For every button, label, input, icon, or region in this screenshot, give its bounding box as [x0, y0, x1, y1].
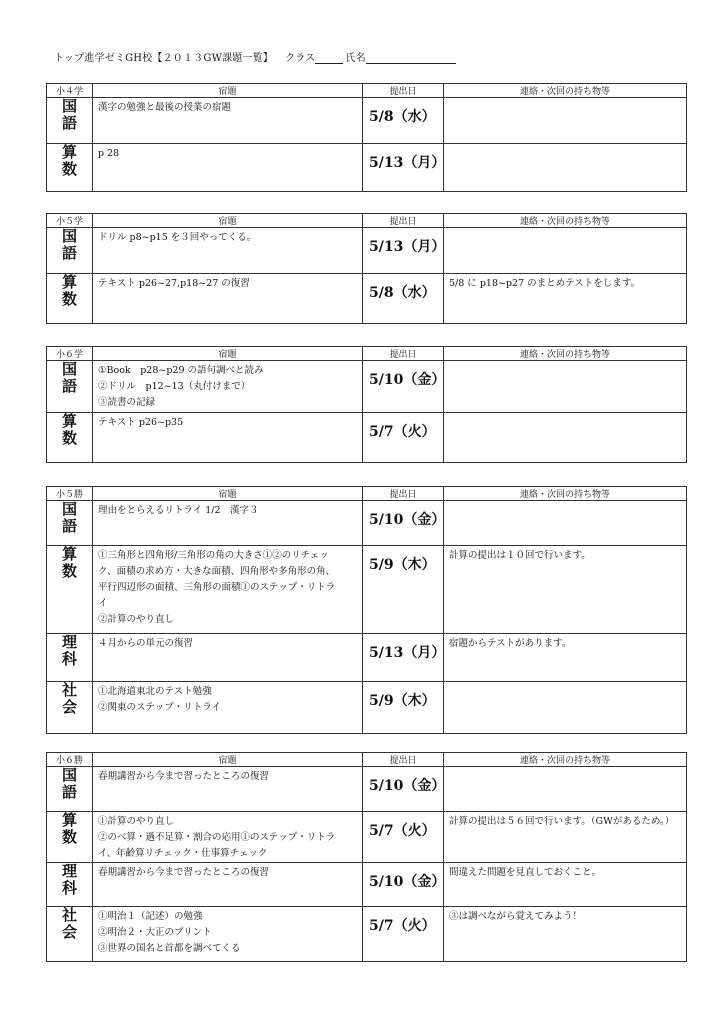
subject-cell: [47, 907, 93, 962]
section-table: [46, 752, 687, 962]
subject-char: 算: [61, 412, 77, 430]
name-blank: [366, 53, 456, 64]
homework-line: 平行四辺形の面積、三角形の面積①のステップ・リトラ: [98, 582, 336, 593]
due-column-header: 提出日: [363, 487, 444, 501]
homework-cell: [93, 144, 363, 192]
homework-cell: [93, 546, 363, 634]
subject-char: 理: [61, 633, 77, 651]
subject-char: 国: [61, 766, 77, 784]
note-cell: [444, 144, 687, 192]
homework-column-header: 宿題: [93, 487, 363, 501]
table-row: [47, 863, 687, 907]
due-date: 5/10（金）: [363, 361, 444, 413]
due-date: 5/7（火）: [363, 413, 444, 463]
due-date: 5/13（月）: [363, 634, 444, 682]
subject-cell: [47, 274, 93, 324]
note-cell: 計算の提出は１０回で行います。: [444, 546, 687, 634]
note-cell: ③は調べながら覚えてみよう！: [444, 907, 687, 962]
due-date: 5/8（水）: [363, 98, 444, 144]
homework-line: 春期講習から今まで習ったところの復習: [98, 867, 270, 878]
homework-column-header: 宿題: [93, 753, 363, 767]
subject-char: 算: [61, 273, 77, 291]
due-date: 5/13（月）: [363, 144, 444, 192]
header-row: [47, 487, 687, 501]
homework-cell: [93, 413, 363, 463]
table-row: [47, 228, 687, 274]
due-date: 5/10（金）: [363, 863, 444, 907]
homework-cell: [93, 98, 363, 144]
note-cell: [444, 501, 687, 546]
subject-char: 国: [61, 227, 77, 245]
subject-char: 科: [61, 879, 77, 897]
table-row: [47, 144, 687, 192]
notes-column-header: 連絡・次回の持ち物等: [444, 753, 687, 767]
note-cell: [444, 767, 687, 812]
homework-cell: [93, 767, 363, 812]
subject-cell: [47, 634, 93, 682]
subject-char: 社: [61, 681, 77, 699]
homework-line: ①計算のやり直し: [98, 816, 175, 827]
subject-cell: [47, 144, 93, 192]
due-date: 5/10（金）: [363, 501, 444, 546]
due-date: 5/13（月）: [363, 228, 444, 274]
due-date: 5/7（火）: [363, 812, 444, 863]
homework-column-header: 宿題: [93, 347, 363, 361]
homework-line: ③読書の記録: [98, 397, 156, 408]
subject-char: 国: [61, 500, 77, 518]
homework-line: ４月からの単元の復習: [98, 638, 194, 649]
note-cell: [444, 228, 687, 274]
subject-cell: [47, 501, 93, 546]
grade-label: 小４学: [47, 84, 93, 98]
note-cell: 5/8 に p18~p27 のまとめテストをします。: [444, 274, 687, 324]
note-cell: [444, 413, 687, 463]
homework-cell: [93, 501, 363, 546]
homework-column-header: 宿題: [93, 84, 363, 98]
homework-column-header: 宿題: [93, 214, 363, 228]
subject-char: 数: [61, 290, 77, 308]
homework-line: ②ドリル p12~13（丸付けまで）: [98, 381, 251, 392]
homework-line: ②明治２・大正のプリント: [98, 927, 212, 938]
homework-line: ク、面積の求め方・大きな面積、四角形や多角形の角、: [98, 566, 336, 577]
subject-cell: [47, 546, 93, 634]
subject-char: 数: [61, 562, 77, 580]
table-row: [47, 274, 687, 324]
table-row: [47, 501, 687, 546]
homework-cell: [93, 361, 363, 413]
subject-cell: [47, 361, 93, 413]
homework-cell: [93, 274, 363, 324]
subject-char: 国: [61, 360, 77, 378]
homework-cell: [93, 907, 363, 962]
notes-column-header: 連絡・次回の持ち物等: [444, 214, 687, 228]
subject-char: 算: [61, 545, 77, 563]
due-column-header: 提出日: [363, 214, 444, 228]
table-row: [47, 907, 687, 962]
subject-char: 数: [61, 429, 77, 447]
grade-label: 小６学: [47, 347, 93, 361]
note-cell: [444, 98, 687, 144]
homework-line: p 28: [98, 148, 120, 159]
subject-char: 科: [61, 650, 77, 668]
homework-cell: [93, 682, 363, 734]
subject-cell: [47, 98, 93, 144]
subject-cell: [47, 812, 93, 863]
homework-line: テキスト p26~p35: [98, 417, 184, 428]
homework-cell: [93, 228, 363, 274]
subject-cell: [47, 863, 93, 907]
subject-char: 数: [61, 828, 77, 846]
due-date: 5/9（木）: [363, 682, 444, 734]
subject-char: 国: [61, 97, 77, 115]
class-label: クラス: [285, 53, 316, 64]
notes-column-header: 連絡・次回の持ち物等: [444, 347, 687, 361]
table-row: [47, 98, 687, 144]
table-row: [47, 413, 687, 463]
table-row: [47, 767, 687, 812]
subject-char: 語: [61, 783, 77, 801]
homework-line: イ: [98, 598, 108, 609]
notes-column-header: 連絡・次回の持ち物等: [444, 84, 687, 98]
due-date: 5/10（金）: [363, 767, 444, 812]
due-date: 5/8（水）: [363, 274, 444, 324]
grade-label: 小５学: [47, 214, 93, 228]
homework-line: ①三角形と四角形/三角形の角の大きさ①②のリチェッ: [98, 550, 329, 561]
homework-line: ①北海道東北のテスト勉強: [98, 686, 212, 697]
header-row: [47, 84, 687, 98]
header-row: [47, 753, 687, 767]
subject-char: 理: [61, 862, 77, 880]
due-column-header: 提出日: [363, 84, 444, 98]
subject-char: 数: [61, 160, 77, 178]
homework-line: ①明治１（記述）の勉強: [98, 911, 203, 922]
section-table: [46, 486, 687, 734]
homework-line: ②関東のステップ・リトライ: [98, 702, 222, 713]
homework-cell: [93, 812, 363, 863]
homework-cell: [93, 863, 363, 907]
homework-cell: [93, 634, 363, 682]
due-column-header: 提出日: [363, 347, 444, 361]
subject-cell: [47, 413, 93, 463]
page-title: トップ進学ゼミGH校【２０１３GW課題一覧】: [54, 53, 274, 64]
homework-line: 漢字の勉強と最後の授業の宿題: [98, 102, 232, 113]
subject-char: 語: [61, 244, 77, 262]
subject-char: 会: [61, 923, 77, 941]
homework-line: ドリル p8~p15 を３回やってくる。: [98, 232, 257, 243]
note-cell: [444, 361, 687, 413]
table-row: [47, 546, 687, 634]
header-row: [47, 347, 687, 361]
grade-label: 小６勝: [47, 753, 93, 767]
table-row: [47, 361, 687, 413]
class-blank: [315, 53, 343, 64]
homework-line: ②のべ算・過不足算・割合の応用①のステップ・リトラ: [98, 832, 336, 843]
subject-char: 算: [61, 811, 77, 829]
subject-cell: [47, 682, 93, 734]
subject-char: 語: [61, 377, 77, 395]
grade-label: 小５勝: [47, 487, 93, 501]
page-header: [54, 49, 456, 64]
subject-char: 算: [61, 143, 77, 161]
note-cell: 計算の提出は５６回で行います。（GWがあるため。）: [444, 812, 687, 863]
subject-cell: [47, 228, 93, 274]
due-date: 5/9（木）: [363, 546, 444, 634]
homework-line: テキスト p26~27,p18~27 の復習: [98, 278, 250, 289]
note-cell: 間違えた問題を見直しておくこと。: [444, 863, 687, 907]
subject-char: 語: [61, 114, 77, 132]
section-table: [46, 346, 687, 463]
table-row: [47, 682, 687, 734]
due-date: 5/7（火）: [363, 907, 444, 962]
table-row: [47, 634, 687, 682]
homework-line: 春期講習から今まで習ったところの復習: [98, 771, 270, 782]
homework-line: ②計算のやり直し: [98, 614, 175, 625]
table-row: [47, 812, 687, 863]
notes-column-header: 連絡・次回の持ち物等: [444, 487, 687, 501]
section-table: [46, 83, 687, 192]
homework-line: イ、年齢算リチェック・仕事算チェック: [98, 848, 268, 859]
homework-line: 理由をとらえるリトライ 1/2 漢字３: [98, 505, 259, 516]
homework-line: ③世界の国名と首都を調べてくる: [98, 943, 241, 954]
subject-char: 社: [61, 906, 77, 924]
name-label: 氏名: [345, 53, 366, 64]
note-cell: [444, 682, 687, 734]
subject-char: 会: [61, 698, 77, 716]
header-row: [47, 214, 687, 228]
homework-line: ①Book p28~p29 の語句調べと読み: [98, 365, 264, 376]
subject-char: 語: [61, 517, 77, 535]
subject-cell: [47, 767, 93, 812]
due-column-header: 提出日: [363, 753, 444, 767]
section-table: [46, 213, 687, 324]
note-cell: 宿題からテストがあります。: [444, 634, 687, 682]
